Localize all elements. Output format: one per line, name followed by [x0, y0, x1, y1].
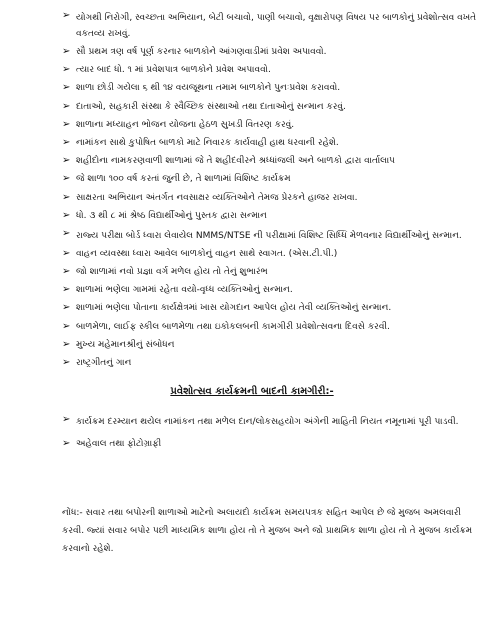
list-item-text: શાળા છોડી ગયેલા ૬ થી ૧૪ વયજૂથના તમામ બાળકોને પુનઃપ્રવેશ કરાવવો.	[76, 83, 341, 94]
list-item-text: અહેવાલ તથા ફોટોગ્રાફી	[76, 439, 162, 449]
list-item-text: રાજ્ય પરીક્ષા બોર્ડ ધ્વારા લેવાયેલ NMMS/NTSE ની પરીક્ષામાં વિશિષ્ટ સિધ્ધિ મેળવનાર વિદ્યાર્થીઓનું સન્માન.	[76, 230, 462, 241]
list-item	[62, 119, 478, 131]
list-item	[62, 357, 478, 369]
list-item-text: શાળામાં ભણેલા ગામમાં રહેતા વયો-વૃધ્ધ વ્યક્તિઓનું સન્માન.	[76, 285, 293, 296]
list-item	[62, 266, 478, 278]
list-item	[62, 155, 478, 167]
list-item-text: કાર્યક્રમ દરમ્યાન થયેલ નામાંકન તથા મળેલ દાન/લોકસહયોગ અંગેની માહિતી નિયત નમૂનામાં પૂરી પાડવી.	[76, 417, 459, 427]
list-item-text: રાષ્ટ્રગીતનું ગાન	[76, 358, 132, 368]
arrow-bullet-icon: ➢	[62, 227, 71, 239]
list-item-text: ધો. ૩ થી ૮ માં શ્રેષ્ઠ વિદ્યાર્થીઓનું પુસ્તક દ્વારા સન્માન	[76, 210, 267, 221]
program-bullet-list	[62, 10, 478, 375]
list-item	[62, 192, 478, 204]
arrow-bullet-icon: ➢	[62, 136, 71, 148]
list-item-text: દાતાઓ, સહકારી સંસ્થા કે સ્વૈચ્છિક સંસ્થાઓ તથા દાતાઓનું સન્માન કરવું.	[76, 101, 346, 112]
arrow-bullet-icon: ➢	[62, 64, 71, 76]
arrow-bullet-icon: ➢	[62, 338, 71, 350]
list-item-text: ત્યાર બાદ ધો. ૧ માં પ્રવેશપાત્ર બાળકોને પ્રવેશ અપાવવો.	[76, 65, 271, 76]
list-item	[62, 64, 478, 76]
list-item-text: શાળામાં ભણેલા પોતાના કાર્યક્ષેત્રમાં ખાસ યોગદાન આપેલ હોય તેવી વ્યક્તિઓનું સન્માન.	[76, 303, 392, 314]
arrow-bullet-icon: ➢	[62, 191, 71, 203]
list-item	[62, 414, 478, 430]
section-heading	[0, 386, 504, 397]
section-heading-text: પ્રવેશોત્સવ કાર્યક્રમની બાદની કામગીરી:-	[170, 386, 334, 397]
list-item	[62, 339, 478, 351]
arrow-bullet-icon: ➢	[62, 266, 71, 278]
list-item	[62, 248, 478, 260]
arrow-bullet-icon: ➢	[62, 173, 71, 185]
list-item-text: નામાંકન સાથે કુપોષિત બાળકો માટે નિવારક કાર્યવાહી હાથ ધરવાની રહેશે.	[76, 137, 339, 148]
arrow-bullet-icon: ➢	[62, 247, 71, 259]
arrow-bullet-icon: ➢	[62, 302, 71, 314]
list-item-text: બાળમેળા, લાઈફ સ્કીલ બાળમેળા તથા ઇકોકલબની કામગીરી પ્રવેશોત્સવના દિવસે કરવી.	[76, 321, 390, 332]
list-item	[62, 10, 478, 42]
list-item	[62, 228, 478, 244]
arrow-bullet-icon: ➢	[62, 209, 71, 221]
arrow-bullet-icon: ➢	[62, 10, 71, 21]
arrow-bullet-icon: ➢	[62, 155, 71, 167]
arrow-bullet-icon: ➢	[62, 438, 71, 449]
list-item	[62, 321, 478, 333]
post-program-bullet-list	[62, 414, 478, 456]
list-item	[62, 101, 478, 113]
arrow-bullet-icon: ➢	[62, 100, 71, 112]
arrow-bullet-icon: ➢	[62, 414, 71, 425]
list-item	[62, 137, 478, 149]
arrow-bullet-icon: ➢	[62, 357, 71, 368]
list-item-text: સાક્ષરતા અભિયાન અંતર્ગત નવસાક્ષર વ્યક્તિઓને તેમજ પ્રેરકને હાજર રાખવા.	[76, 192, 358, 203]
list-item	[62, 284, 478, 296]
note-paragraph: નોંધ:- સવાર તથા બપોરની શાળાઓ માટેનો અલાયદો કાર્યક્રમ સમયપત્રક સહિત આપેલ છે જે મુજબ અમલવારી કરવી. જ્યાં સવાર બપોર પછી માધ્યમિક શાળા હોય તો તે મુજબ અને જો પ્રાથમિક શાળા હોય તો તે મુજબ કાર્યક્રમ કરવાનો રહેશે.	[62, 508, 473, 554]
arrow-bullet-icon: ➢	[62, 320, 71, 332]
list-item-text: વાહન વ્યવસ્થા ધ્વારા આવેલ બાળકોનું વાહન સાથે સ્વાગત. (એસ.ટી.પી.)	[76, 248, 338, 259]
arrow-bullet-icon: ➢	[62, 118, 71, 130]
list-item	[62, 173, 478, 185]
arrow-bullet-icon: ➢	[62, 82, 71, 94]
list-item	[62, 438, 478, 450]
list-item	[62, 210, 478, 222]
list-item-text: જે શાળા ૧૦૦ વર્ષ કરતાં જુની છે, તે શાળામાં વિશિષ્ટ કાર્યક્રમ	[76, 174, 291, 185]
list-item	[62, 46, 478, 58]
list-item	[62, 302, 478, 314]
arrow-bullet-icon: ➢	[62, 46, 71, 57]
list-item-text: જો શાળામાં નવો પ્રજ્ઞા વર્ગ મળેલ હોય તો તેનું શુભારંભ	[76, 267, 268, 278]
list-item-text: સૌ પ્રથમ ત્રણ વર્ષ પૂર્ણ કરનાર બાળકોને આંગણવાડીમાં પ્રવેશ અપાવવો.	[76, 47, 327, 57]
arrow-bullet-icon: ➢	[62, 284, 71, 296]
list-item-text: યોગથી નિરોગી, સ્વચ્છતા અભિયાન, બેટી બચાવો, પાણી બચાવો, વૃક્ષારોપણ વિષય પર બાળકોનું પ્રવેશોત્સવ વખતે વકતવ્ય રાખવું.	[76, 13, 477, 39]
list-item-text: મુખ્ય મહેમાનશ્રીનું સંબોધન	[76, 339, 175, 350]
list-item-text: શાળાના મધ્યાહન ભોજન યોજના હેઠળ સુખડી વિતરણ કરવું.	[76, 119, 295, 130]
list-item-text: શહીદોના નામકરણવાળી શાળામાં જે તે શહીદવીરને શ્રધ્ધાંજલી અને બાળકો દ્વારા વાર્તાલાપ	[76, 156, 395, 167]
list-item	[62, 82, 478, 94]
